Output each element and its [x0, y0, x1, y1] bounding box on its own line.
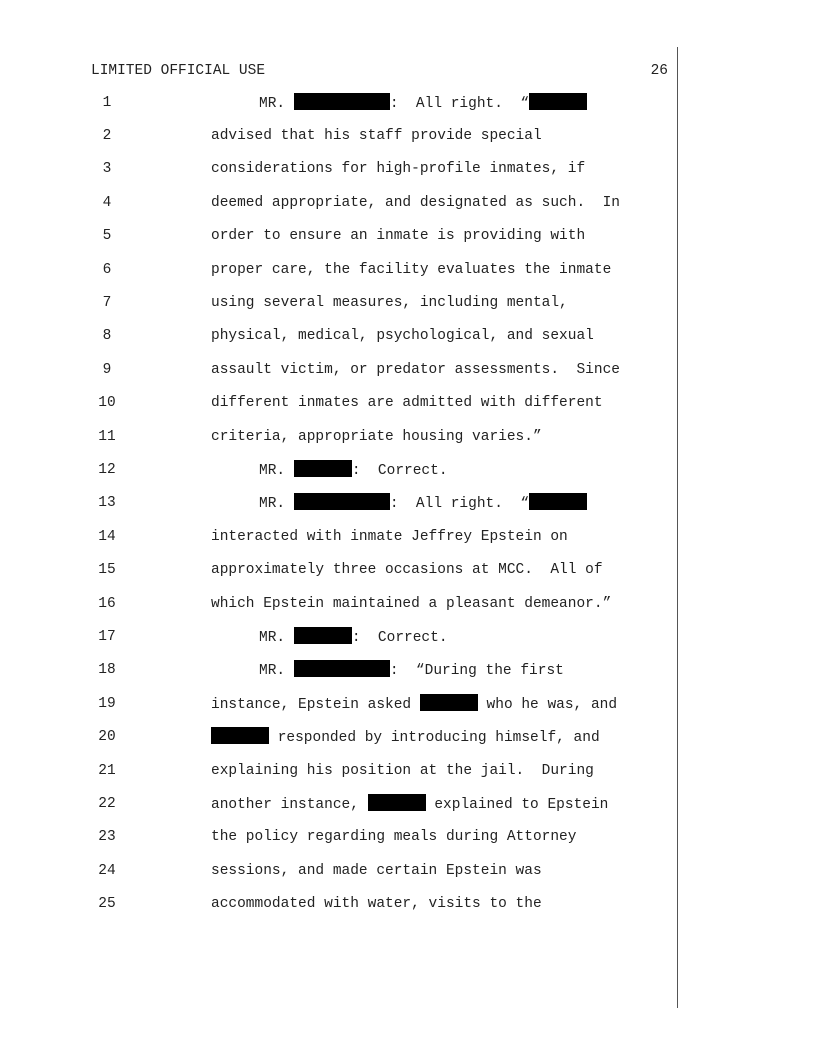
line-number: 20: [98, 729, 116, 746]
line-number: 13: [98, 495, 116, 512]
text-segment: MR.: [259, 629, 294, 646]
line-text: [211, 527, 568, 547]
line-number: 2: [102, 127, 112, 144]
margin-rule: [677, 47, 678, 1008]
line-number: 15: [98, 562, 116, 579]
text-segment: sessions, and made certain Epstein was: [211, 862, 542, 879]
line-number: 10: [98, 395, 116, 412]
line-text: [211, 326, 594, 346]
text-segment: order to ensure an inmate is providing with: [211, 228, 586, 245]
text-segment: considerations for high-profile inmates, if: [211, 161, 586, 178]
redaction-block: [294, 460, 352, 477]
text-segment: using several measures, including mental,: [211, 294, 568, 311]
text-segment: MR.: [259, 95, 294, 112]
line-number: 14: [98, 528, 116, 545]
redaction-block: [211, 727, 269, 744]
line-text: [211, 560, 603, 580]
line-number: 19: [98, 695, 116, 712]
text-segment: MR.: [259, 663, 294, 680]
line-number: 16: [98, 595, 116, 612]
line-text: [211, 427, 542, 447]
line-number: 17: [98, 628, 116, 645]
text-segment: physical, medical, psychological, and sexual: [211, 328, 594, 345]
line-text: [259, 460, 448, 481]
page-number: 26: [650, 63, 668, 79]
line-text: [211, 827, 576, 847]
line-text: [211, 193, 620, 213]
line-number: 4: [102, 194, 112, 211]
line-text: [211, 727, 600, 748]
line-number: 12: [98, 461, 116, 478]
line-number: 1: [102, 94, 112, 111]
redaction-block: [294, 93, 390, 110]
text-segment: : “During the first: [389, 663, 564, 680]
text-segment: accommodated with water, visits to the: [211, 896, 542, 913]
line-text: [211, 159, 585, 179]
line-number: 22: [98, 795, 116, 812]
classification-header: LIMITED OFFICIAL USE: [91, 63, 266, 79]
text-segment: : All right. “: [389, 95, 530, 112]
line-number: 5: [102, 228, 112, 245]
line-number: 8: [102, 328, 112, 345]
text-segment: interacted with inmate Jeffrey Epstein on: [211, 528, 568, 545]
line-number: 3: [102, 161, 112, 178]
line-number: 18: [98, 662, 116, 679]
line-text: [211, 226, 585, 246]
line-text: [211, 393, 603, 413]
line-text: [211, 761, 594, 781]
line-text: [259, 660, 564, 681]
redaction-block: [294, 660, 390, 677]
line-text: [211, 594, 611, 614]
line-text: [211, 794, 608, 815]
line-text: [211, 894, 542, 914]
text-segment: advised that his staff provide special: [211, 127, 542, 144]
redaction-block: [368, 794, 426, 811]
line-text: [211, 126, 542, 146]
line-number: 9: [102, 361, 112, 378]
text-segment: different inmates are admitted with different: [211, 395, 603, 412]
text-segment: MR.: [259, 462, 294, 479]
text-segment: responded by introducing himself, and: [269, 730, 600, 747]
text-segment: : Correct.: [351, 629, 448, 646]
line-text: [211, 861, 542, 881]
line-number: 6: [102, 261, 112, 278]
text-segment: explaining his position at the jail. During: [211, 762, 594, 779]
line-number: 11: [98, 428, 116, 445]
redaction-block: [294, 627, 352, 644]
redaction-block: [529, 93, 587, 110]
text-segment: criteria, appropriate housing varies.”: [211, 428, 542, 445]
text-segment: the policy regarding meals during Attorney: [211, 829, 577, 846]
redaction-block: [529, 493, 587, 510]
text-segment: instance, Epstein asked: [211, 696, 420, 713]
text-segment: MR.: [259, 496, 294, 513]
line-text: [259, 493, 587, 514]
line-text: [211, 694, 617, 715]
text-segment: proper care, the facility evaluates the inmate: [211, 261, 612, 278]
line-number: 23: [98, 829, 116, 846]
text-segment: assault victim, or predator assessments. Since: [211, 361, 620, 378]
text-segment: who he was, and: [477, 696, 618, 713]
text-segment: another instance,: [211, 796, 368, 813]
text-segment: deemed appropriate, and designated as such. In: [211, 194, 620, 211]
line-number: 24: [98, 862, 116, 879]
text-segment: explained to Epstein: [425, 796, 609, 813]
redaction-block: [420, 694, 478, 711]
text-segment: : Correct.: [351, 462, 448, 479]
line-text: [211, 260, 611, 280]
text-segment: : All right. “: [389, 496, 530, 513]
line-text: [259, 627, 448, 648]
redaction-block: [294, 493, 390, 510]
line-number: 21: [98, 762, 116, 779]
text-segment: which Epstein maintained a pleasant demeanor.”: [211, 595, 612, 612]
line-number: 25: [98, 896, 116, 913]
line-text: [211, 293, 568, 313]
line-number: 7: [102, 294, 112, 311]
line-text: [259, 93, 587, 114]
line-text: [211, 360, 620, 380]
text-segment: approximately three occasions at MCC. All of: [211, 562, 603, 579]
